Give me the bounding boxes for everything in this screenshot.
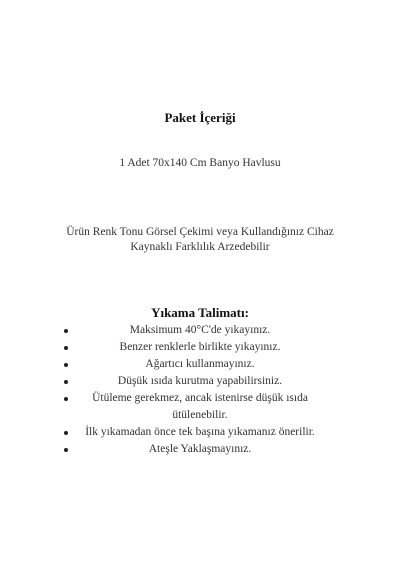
list-item (0, 339, 400, 356)
washing-instructions-heading: Yıkama Talimatı: (151, 305, 249, 320)
color-notice-line-1: Ürün Renk Tonu Görsel Çekimi veya Kullandığınız Cihaz (66, 226, 334, 238)
washing-instructions-list (0, 322, 400, 458)
instruction-text: Maksimum 40°C'de yıkayınız. (129, 324, 271, 336)
list-item (0, 390, 400, 424)
bullet-icon (64, 363, 68, 367)
bullet-icon (64, 380, 68, 384)
list-item (0, 441, 400, 458)
bullet-icon (64, 329, 68, 333)
bullet-icon (64, 448, 68, 452)
list-item (0, 424, 400, 441)
list-item (0, 356, 400, 373)
package-contents-text: 1 Adet 70x140 Cm Banyo Havlusu (119, 157, 281, 169)
package-contents-heading: Paket İçeriği (164, 110, 236, 125)
color-notice-line-2: Kaynaklı Farklılık Arzedebilir (130, 241, 270, 253)
bullet-icon (64, 397, 68, 401)
instruction-text: İlk yıkamadan önce tek başına yıkamanız önerilir. (85, 426, 315, 438)
bullet-icon (64, 346, 68, 350)
bullet-icon (64, 431, 68, 435)
list-item (0, 373, 400, 390)
instruction-text: Ateşle Yaklaşmayınız. (148, 443, 252, 455)
instruction-text: Düşük ısıda kurutma yapabilirsiniz. (117, 375, 283, 387)
instruction-text: Ağartıcı kullanmayınız. (145, 358, 255, 370)
color-notice (0, 225, 400, 255)
instruction-text: Ütüleme gerekmez, ancak istenirse düşük ısıda ütülenebilir. (92, 392, 308, 421)
instruction-text: Benzer renklerle birlikte yıkayınız. (119, 341, 281, 353)
list-item (0, 322, 400, 339)
